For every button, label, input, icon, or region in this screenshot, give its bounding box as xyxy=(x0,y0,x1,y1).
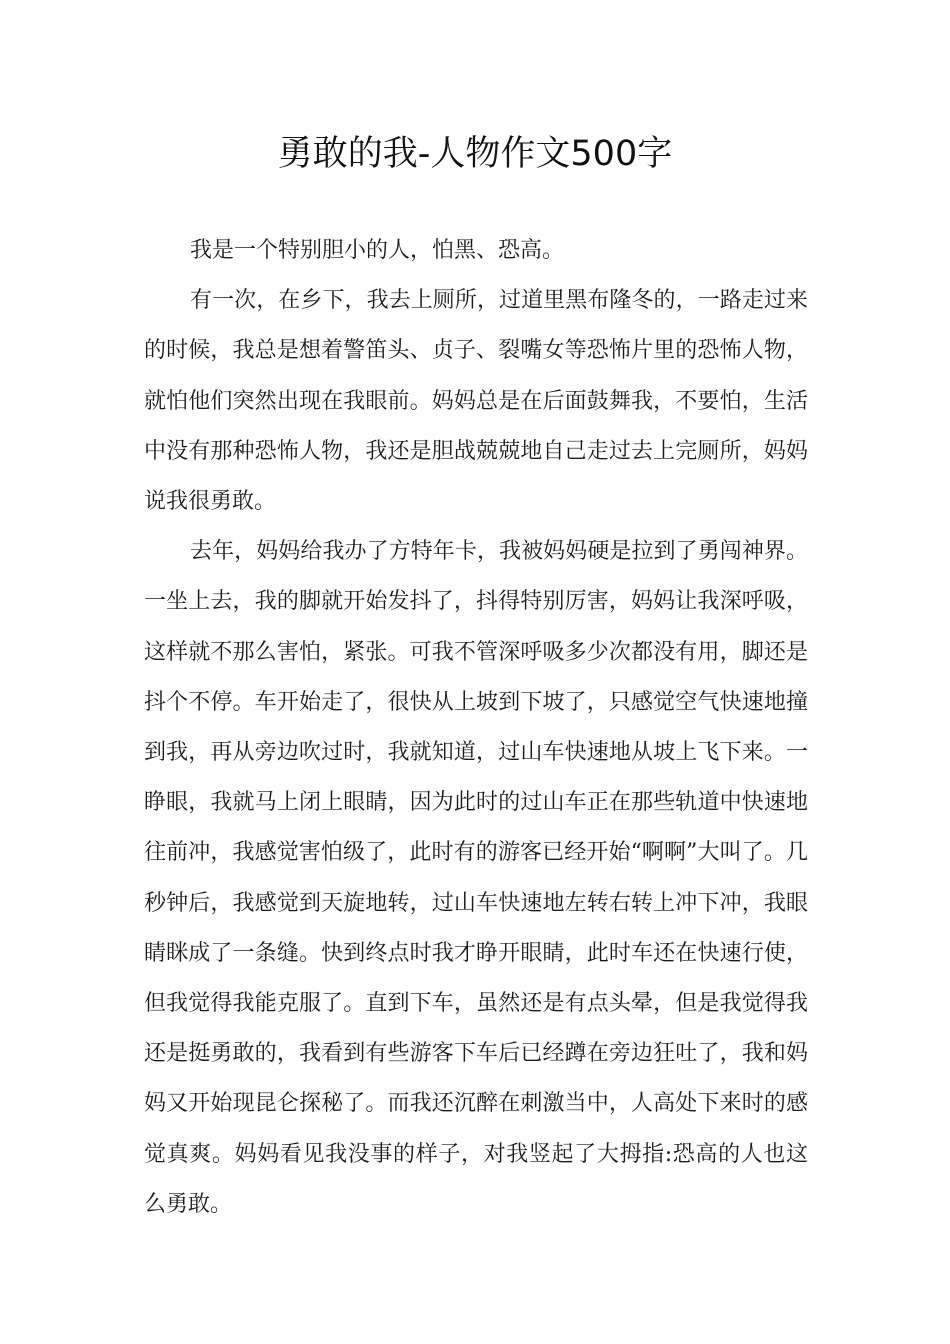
paragraph: 我是一个特别胆小的人，怕黑、恐高。 xyxy=(190,238,565,263)
document-body xyxy=(144,226,808,1230)
paragraph: 去年，妈妈给我办了方特年卡，我被妈妈硬是拉到了勇闯神界。一坐上去，我的脚就开始发抖了，抖得特别厉害，妈妈让我深呼吸，这样就不那么害怕，紧张。可我不管深呼吸多少次都没有用，脚还是抖个不停。车开始走了，很快从上坡到下坡了，只感觉空气快速地撞到我，再从旁边吹过时，我就知道，过山车快速地从坡上飞下来。一睁眼，我就马上闭上眼睛，因为此时的过山车正在那些轨道中快速地往前冲，我感觉害怕级了，此时有的游客已经开始“啊啊”大叫了。几秒钟后，我感觉到天旋地转，过山车快速地左转右转上冲下冲，我眼睛眯成了一条缝。快到终点时我才睁开眼睛，此时车还在快速行使，但我觉得我能克服了。直到下车，虽然还是有点头晕，但是我觉得我还是挺勇敢的，我看到有些游客下车后已经蹲在旁边狂吐了，我和妈妈又开始现昆仑探秘了。而我还沉醉在刺激当中，人高处下来时的感觉真爽。妈妈看见我没事的样子，对我竖起了大拇指:恐高的人也这么勇敢。 xyxy=(144,539,808,1217)
paragraph: 有一次，在乡下，我去上厕所，过道里黑布隆冬的，一路走过来的时候，我总是想着警笛头、贞子、裂嘴女等恐怖片里的恐怖人物，就怕他们突然出现在我眼前。妈妈总是在后面鼓舞我，不要怕，生活中没有那种恐怖人物，我还是胆战兢兢地自己走过去上完厕所，妈妈说我很勇敢。 xyxy=(144,288,808,515)
document-title: 勇敢的我-人物作文500字 xyxy=(277,134,673,174)
